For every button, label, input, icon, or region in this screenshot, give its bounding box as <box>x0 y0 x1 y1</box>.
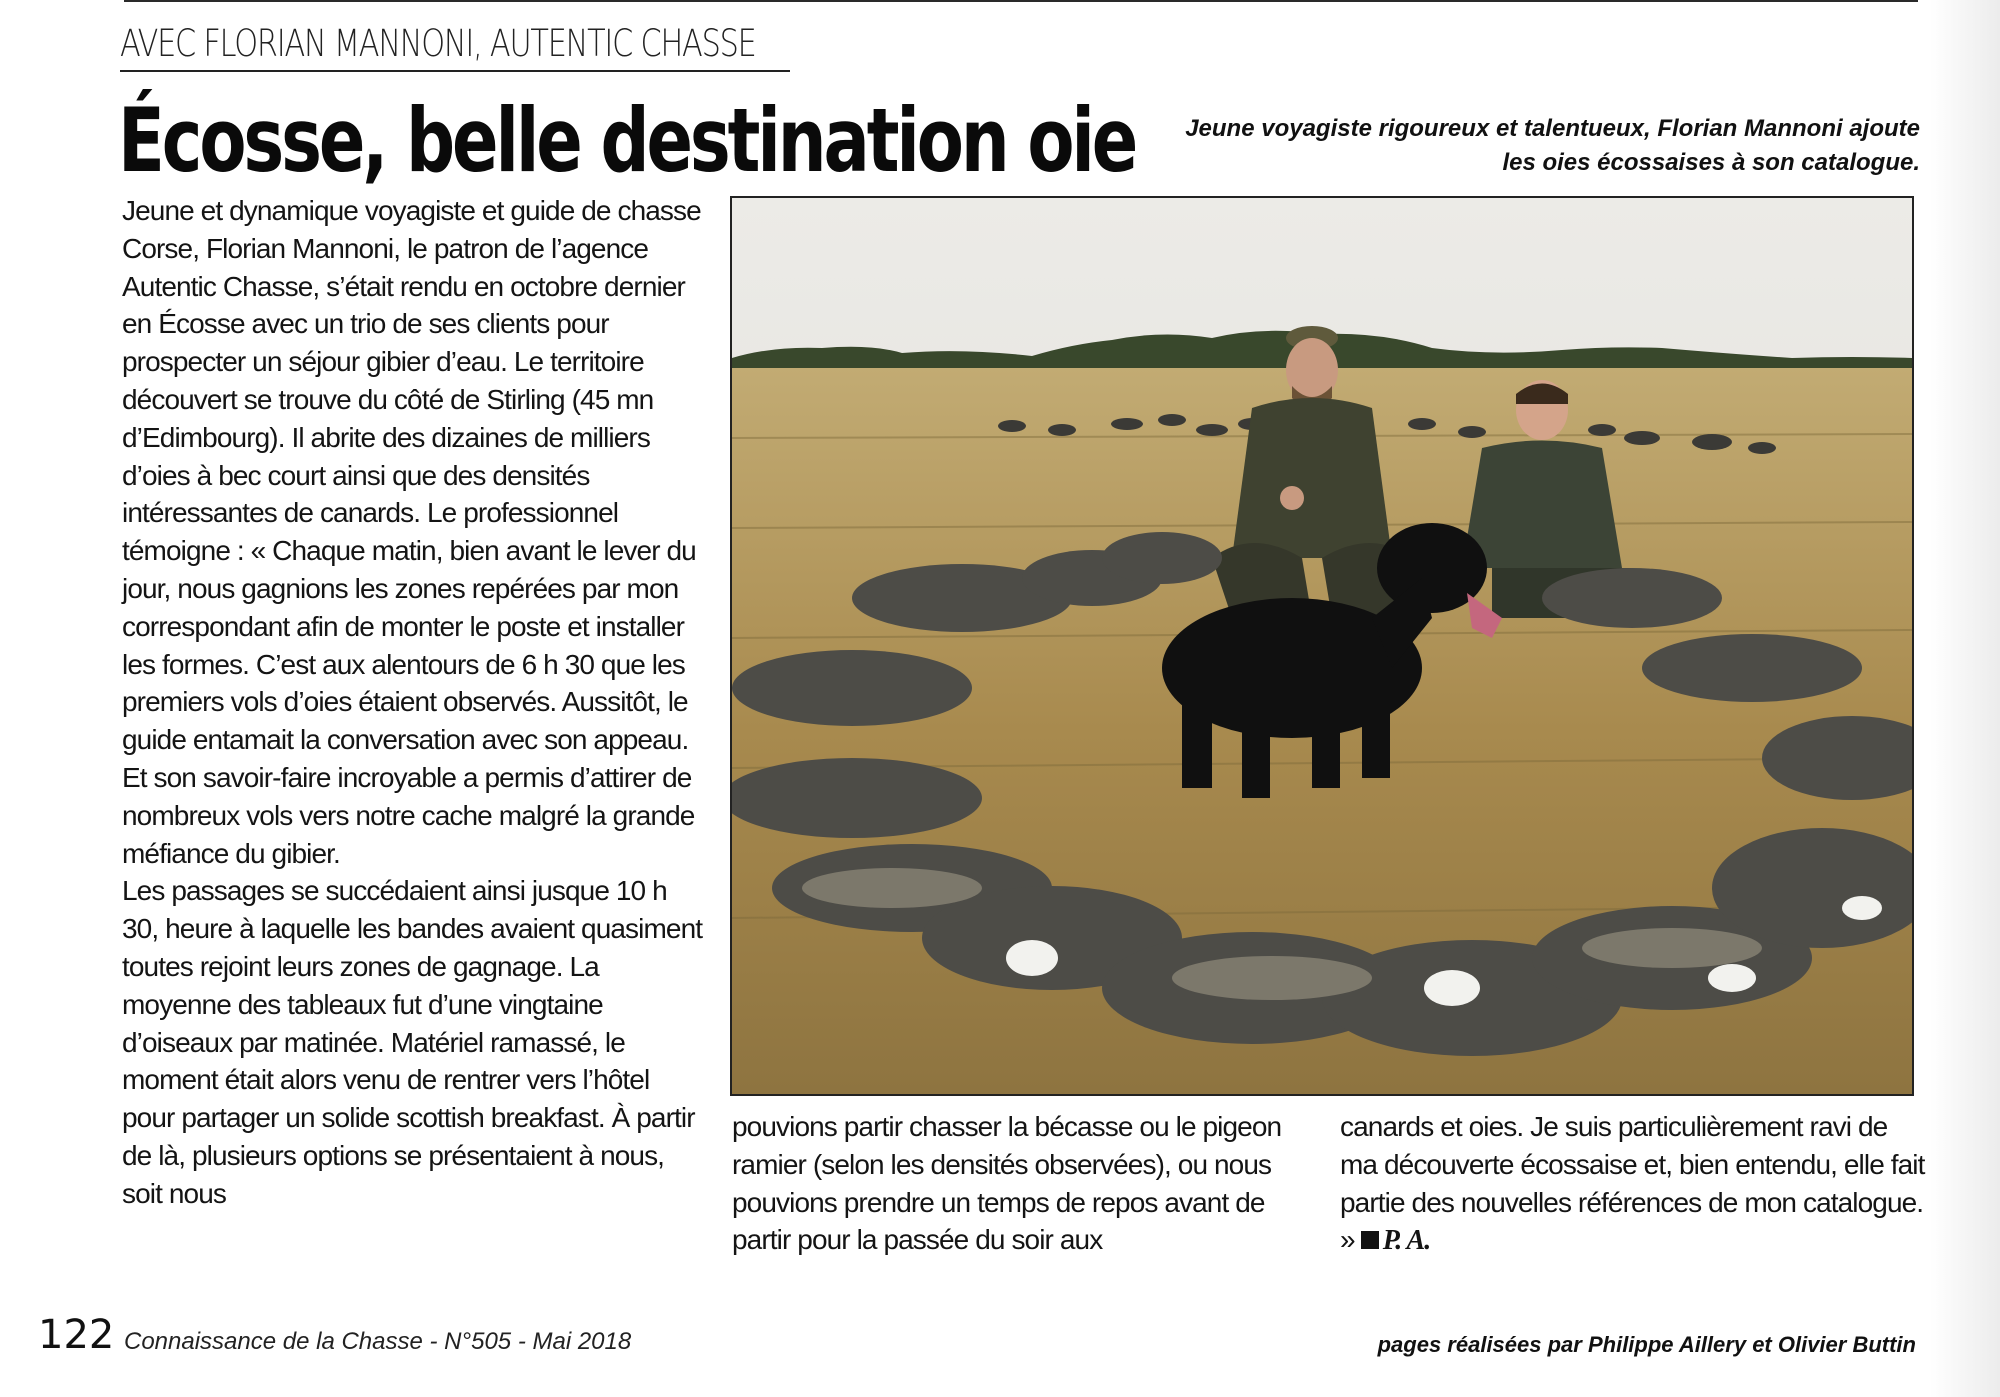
article-column-left <box>122 192 707 1213</box>
photo-illustration <box>732 198 1912 1094</box>
headline: Écosse, belle destination oie <box>118 89 1136 192</box>
hunting-photo <box>730 196 1914 1096</box>
article-column-mid <box>732 1108 1322 1259</box>
page-gutter-shade <box>1930 0 2000 1397</box>
body-paragraph: Les passages se succédaient ainsi jusque 10 h 30, heure à laquelle les bandes avaient quasiment toutes rejoint leurs zones de gagnage. La moyenne des tableaux fut d’une vingtaine d’oiseaux par matinée. Matériel ramassé, le moment était alors venu de rentrer vers l’hôtel pour partager un solide scottish breakfast. À partir de là, plusieurs options se présentaient à nous, soit nous <box>122 875 703 1209</box>
standfirst: Jeune voyagiste rigoureux et talentueux, Florian Mannoni ajoute les oies écossaises à son catalogue. <box>1185 115 1920 176</box>
body-paragraph: Jeune et dynamique voyagiste et guide de chasse Corse, Florian Mannoni, le patron de l’agence Autentic Chasse, s’était rendu en octobre dernier en Écosse avec un trio de ses clients pour prospecter un séjour gibier d’eau. Le territoire découvert se trouve du côté de Stirling (45 mn d’Edimbourg). Il abrite des dizaines de milliers d’oies à bec court ainsi que des densités intéressantes de canards. Le professionnel témoigne : « Chaque matin, bien avant le lever du jour, nous gagnions les zones repérées par mon correspondant afin de monter le poste et installer les formes. C’est aux alentours de 6 h 30 que les premiers vols d’oies étaient observés. Aussitôt, le guide entamait la conversation avec son appeau. Et son savoir-faire incroyable a permis d’attirer de nombreux vols vers notre cache malgré la grande méfiance du gibier. <box>122 195 701 869</box>
article-column-right <box>1340 1108 1925 1260</box>
body-text: canards et oies. Je suis particulièrement ravi de ma découverte écossaise et, bien entendu, elle fait partie des nouvelles références de mon catalogue. » <box>1340 1111 1925 1256</box>
publication-line: Connaissance de la Chasse - N°505 - Mai 2018 <box>124 1328 632 1355</box>
page-credits: pages réalisées par Philippe Aillery et Olivier Buttin <box>1377 1332 1916 1357</box>
author-initials: P. A. <box>1382 1225 1431 1257</box>
kicker-underline <box>120 70 790 72</box>
end-mark-icon <box>1361 1231 1379 1249</box>
body-paragraph: pouvions partir chasser la bécasse ou le pigeon ramier (selon les densités observées), ou nous pouvions prendre un temps de repos avant de partir pour la passée du soir aux <box>732 1111 1282 1256</box>
kicker: AVEC FLORIAN MANNONI, AUTENTIC CHASSE <box>120 22 756 65</box>
page-number: 122 <box>38 1312 115 1358</box>
body-paragraph-final <box>1340 1108 1925 1260</box>
top-rule <box>124 0 1918 2</box>
